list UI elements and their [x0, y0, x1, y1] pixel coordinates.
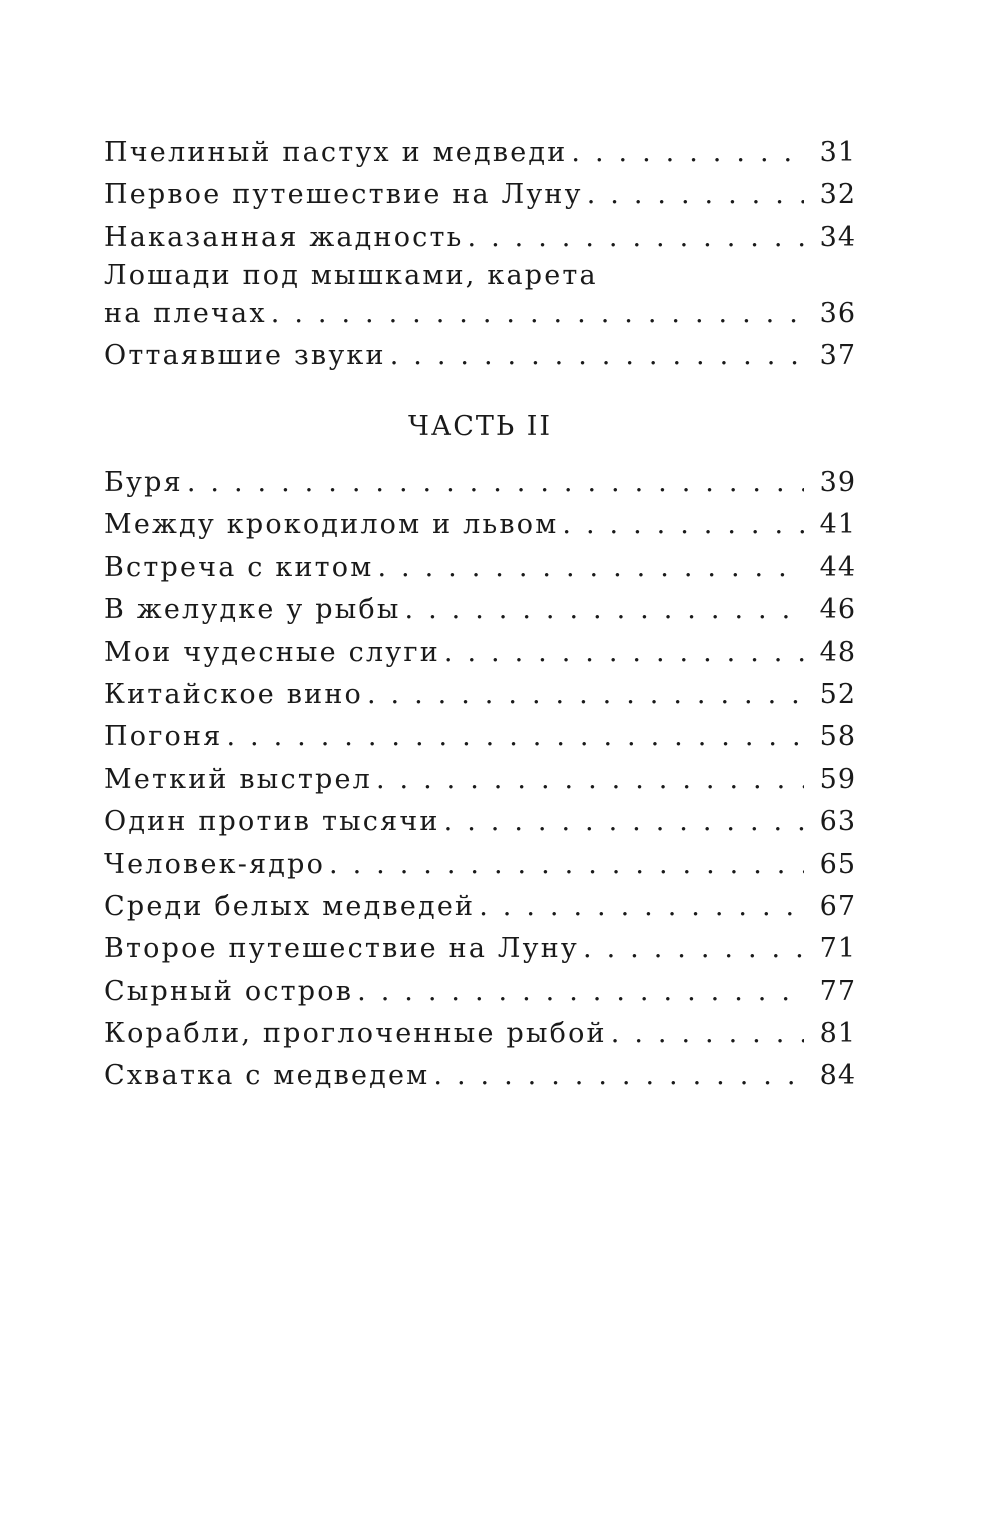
- toc-entry-page: 58: [819, 721, 856, 753]
- toc-entry[interactable]: [104, 928, 856, 970]
- toc-dot-leader: [571, 132, 804, 174]
- toc-entry-page: 44: [819, 551, 856, 583]
- toc-dot-leader: [479, 886, 804, 928]
- toc-entry-page: 39: [819, 466, 856, 498]
- toc-entry[interactable]: [104, 1013, 856, 1055]
- toc-entry-title: Мои чудесные слуги: [104, 636, 440, 668]
- toc-entry-page: 81: [819, 1018, 856, 1050]
- toc-entry-title: В желудке у рыбы: [104, 594, 401, 626]
- toc-entry[interactable]: [104, 547, 856, 589]
- toc-entry[interactable]: [104, 217, 856, 259]
- toc-dot-leader: [611, 1013, 804, 1055]
- toc-entry-page: 48: [819, 636, 856, 668]
- toc-entry-page: 37: [819, 340, 856, 372]
- toc-dot-leader: [405, 589, 804, 631]
- toc-entry[interactable]: [104, 589, 856, 631]
- toc-entry-title: Схватка с медведем: [104, 1060, 430, 1092]
- toc-entry[interactable]: [104, 844, 856, 886]
- toc-entry-title: Китайское вино: [104, 678, 363, 710]
- toc-entry-title: Пчелиный пастух и медведи: [104, 136, 568, 168]
- toc-entry-title: Один против тысячи: [104, 806, 440, 838]
- toc-entry-page: 31: [819, 136, 856, 168]
- toc-dot-leader: [271, 293, 804, 335]
- toc-entry-title: на плечах: [104, 297, 267, 329]
- toc-entry-title: Среди белых медведей: [104, 890, 476, 922]
- toc-entry[interactable]: [104, 174, 856, 216]
- toc-entry-page: 59: [819, 763, 856, 795]
- toc-entry-title-line-2-row: [104, 293, 810, 335]
- toc-dot-leader: [377, 547, 804, 589]
- toc-entry-page: 36: [819, 297, 856, 329]
- toc-entry-page: 34: [819, 221, 856, 253]
- toc-entry-title: Встреча с китом: [104, 551, 374, 583]
- toc-dot-leader: [444, 801, 804, 843]
- toc-dot-leader: [444, 632, 804, 674]
- toc-entry-title: Между крокодилом и львом: [104, 509, 559, 541]
- toc-entry-title: Буря: [104, 466, 183, 498]
- toc-entry[interactable]: [104, 462, 856, 504]
- toc-entry-title: Погоня: [104, 721, 223, 753]
- toc-dot-leader: [376, 759, 804, 801]
- toc-entry-title-block: [104, 259, 810, 335]
- toc-entry[interactable]: [104, 132, 856, 174]
- toc-entry-title: Сырный остров: [104, 975, 354, 1007]
- toc-group-part-1: [104, 132, 856, 378]
- toc-entry-page: 63: [819, 806, 856, 838]
- toc-dot-leader: [562, 504, 804, 546]
- toc-entry-page: 46: [819, 594, 856, 626]
- toc-entry[interactable]: [104, 971, 856, 1013]
- toc-dot-leader: [468, 217, 804, 259]
- toc-entry-title-line-1: Лошади под мышками, карета: [104, 259, 598, 291]
- toc-entry-page: 41: [819, 509, 856, 541]
- toc-dot-leader: [187, 462, 804, 504]
- toc-entry[interactable]: [104, 674, 856, 716]
- toc-dot-leader: [587, 174, 804, 216]
- toc-entry[interactable]: [104, 886, 856, 928]
- toc-entry[interactable]: [104, 259, 856, 335]
- toc-entry-title: Корабли, проглоченные рыбой: [104, 1018, 607, 1050]
- toc-entry[interactable]: [104, 504, 856, 546]
- toc-group-part-2: [104, 462, 856, 1098]
- toc-entry-title: Меткий выстрел: [104, 763, 372, 795]
- toc-entry[interactable]: [104, 335, 856, 377]
- toc-dot-leader: [433, 1055, 804, 1097]
- toc-entry-page: 32: [819, 179, 856, 211]
- toc-entry-title: Человек-ядро: [104, 848, 326, 880]
- toc-entry-page: 65: [819, 848, 856, 880]
- toc-entry[interactable]: [104, 759, 856, 801]
- toc-entry-page: 67: [819, 890, 856, 922]
- toc-entry[interactable]: [104, 801, 856, 843]
- toc-entry-title: Оттаявшие звуки: [104, 340, 386, 372]
- toc-dot-leader: [357, 971, 804, 1013]
- toc-dot-leader: [583, 928, 804, 970]
- part-heading: ЧАСТЬ II: [407, 411, 553, 442]
- toc-dot-leader: [390, 335, 804, 377]
- toc-entry-page: 52: [819, 678, 856, 710]
- toc-entry[interactable]: [104, 632, 856, 674]
- toc-dot-leader: [226, 716, 804, 758]
- toc-entry[interactable]: [104, 716, 856, 758]
- toc-entry[interactable]: [104, 1055, 856, 1097]
- toc-entry-title: Первое путешествие на Луну: [104, 179, 583, 211]
- toc-dot-leader: [329, 844, 804, 886]
- toc-dot-leader: [367, 674, 804, 716]
- toc-entry-title: Наказанная жадность: [104, 221, 464, 253]
- toc-entry-page: 84: [819, 1060, 856, 1092]
- toc-entry-title: Второе путешествие на Луну: [104, 933, 580, 965]
- toc-entry-page: 71: [819, 933, 856, 965]
- toc-entry-page: 77: [819, 975, 856, 1007]
